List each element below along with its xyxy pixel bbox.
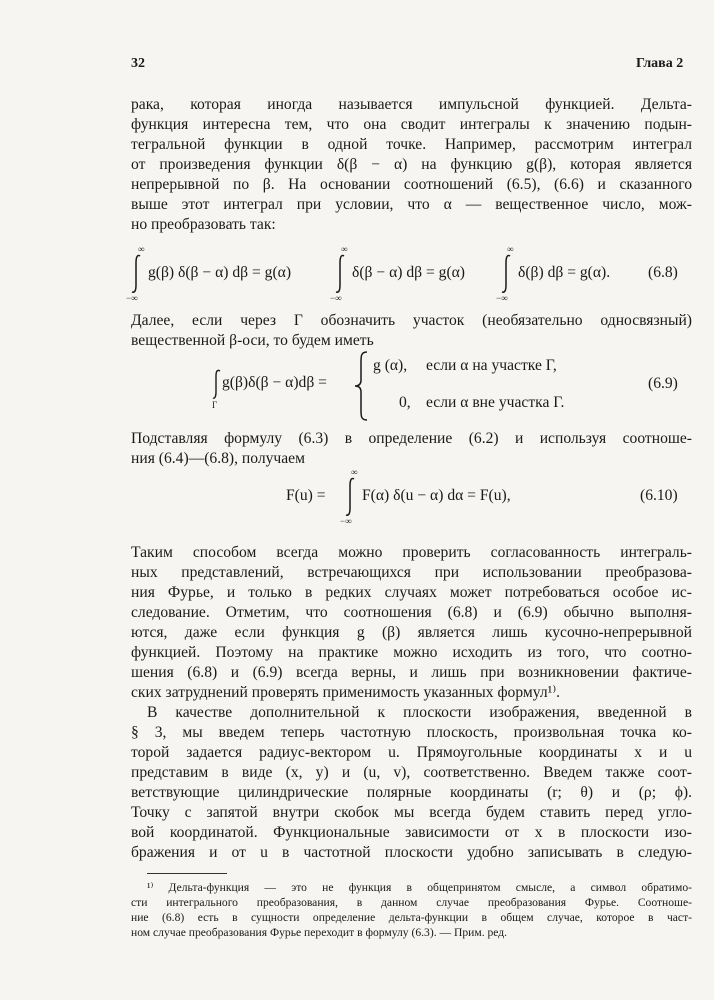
integral-sign — [501, 253, 513, 295]
text-line: ных представлений, встречающихся при использовании преобразова- — [131, 564, 692, 581]
equation-expression: g(β) δ(β − α) dβ = g(α) — [148, 264, 292, 281]
integral-upper-limit: ∞ — [341, 244, 348, 254]
equation-expression: δ(β) dβ = g(α). — [518, 264, 611, 281]
integral-lower-limit: −∞ — [126, 293, 138, 303]
text-line: Подставляя формулу (6.3) в определение (6.2) и используя соотноше- — [131, 430, 692, 447]
equation-number: (6.9) — [648, 375, 678, 392]
page-number: 32 — [131, 56, 145, 71]
text-line: шения (6.8) и (6.9) всегда верны, и лишь при возникновении фактиче- — [131, 664, 692, 681]
footnote-line: ние (6.8) есть в сущности определение дельта-функции в общем случае, которое в част- — [131, 911, 692, 924]
left-brace — [353, 350, 369, 422]
text-line: ния (6.4)—(6.8), получаем — [131, 450, 305, 467]
footnote-rule — [147, 873, 227, 874]
footnote-line: ном случае преобразования Фурье переходит в формулу (6.3). — Прим. ред. — [131, 926, 508, 939]
text-line: ветствующие цилиндрические полярные координаты (r; θ) и (ρ; ϕ). — [131, 784, 692, 801]
case-condition: если α на участке Γ, — [426, 357, 557, 374]
text-line: но преобразовать так: — [131, 216, 276, 233]
integral-lower-limit: −∞ — [340, 516, 352, 526]
case-condition: если α вне участка Γ. — [426, 394, 565, 411]
integral-upper-limit: ∞ — [507, 244, 514, 254]
case-value: g (α), — [373, 357, 408, 374]
equation-number: (6.10) — [640, 487, 678, 504]
text-line: Таким способом всегда можно проверить согласованность интеграль- — [131, 544, 692, 561]
running-head-chapter: Глава 2 — [636, 56, 684, 71]
text-line: Далее, если через Γ обозначить участок (необязательно односвязный) — [131, 312, 692, 329]
integral-sign — [131, 253, 143, 295]
text-line: представим в виде (x, y) и (u, v), соответственно. Введем также соот- — [131, 764, 692, 781]
integral-upper-limit: ∞ — [138, 244, 145, 254]
text-line: функция интересна тем, что она сводит интегралы к значению подын- — [131, 116, 692, 133]
equation-lhs: g(β)δ(β − α)dβ = — [222, 374, 327, 391]
text-line: непрерывной по β. На основании соотношений (6.5), (6.6) и сказанного — [131, 176, 692, 193]
equation-rhs: F(α) δ(u − α) dα = F(u), — [362, 487, 511, 504]
integral-sign — [212, 368, 222, 400]
text-line: выше этот интеграл при условии, что α — вещественное число, мож- — [131, 196, 692, 213]
integral-sign — [345, 476, 357, 518]
text-line: от произведения функции δ(β − α) на функцию g(β), которая является — [131, 156, 692, 173]
equation-lhs: F(u) = — [286, 487, 326, 504]
text-line: ются, даже если функция g (β) является лишь кусочно-непрерывной — [131, 624, 692, 641]
text-line: следование. Отметим, что соотношения (6.8) и (6.9) обычно выполня- — [131, 604, 692, 621]
text-line: торой задается радиус-вектором u. Прямоугольные координаты x и u — [131, 744, 692, 761]
integral-lower-limit: −∞ — [496, 293, 508, 303]
text-line: функцией. Поэтому на практике можно исходить из того, что соотно- — [131, 644, 692, 661]
text-line: бражения и от u в частотной плоскости удобно записывать в следую- — [131, 844, 692, 861]
footnote-line: ¹⁾ Дельта-функция — это не функция в общепринятом смысле, а символ обратимо- — [147, 881, 692, 894]
integral-sign — [335, 253, 347, 295]
integral-domain-label: Γ — [212, 400, 218, 410]
integral-lower-limit: −∞ — [330, 293, 342, 303]
footnote-line: сти интегрального преобразования, в данном случае преобразования Фурье. Соотноше- — [131, 896, 692, 909]
text-line: § 3, мы введем теперь частотную плоскость, произвольная точка ко- — [131, 724, 692, 741]
text-line: рака, которая иногда называется импульсной функцией. Дельта- — [131, 96, 692, 113]
text-line: вещественной β-оси, то будем иметь — [131, 332, 374, 349]
integral-upper-limit: ∞ — [351, 467, 358, 477]
equation-number: (6.8) — [648, 264, 678, 281]
equation-expression: δ(β − α) dβ = g(α) — [352, 264, 466, 281]
text-line: ния Фурье, и только в редких случаях может потребоваться особое ис- — [131, 584, 692, 601]
text-line: ских затруднений проверять применимость указанных формул¹⁾. — [131, 684, 561, 701]
text-line: вой координатой. Функциональные зависимости от x в плоскости изо- — [131, 824, 692, 841]
text-line: тегральной функции в одной точке. Например, рассмотрим интеграл — [131, 136, 692, 153]
text-line: Точку с запятой внутри скобок мы всегда будем ставить перед угло- — [131, 804, 692, 821]
text-line: В качестве дополнительной к плоскости изображения, введенной в — [147, 704, 692, 721]
case-value: 0, — [399, 394, 411, 411]
